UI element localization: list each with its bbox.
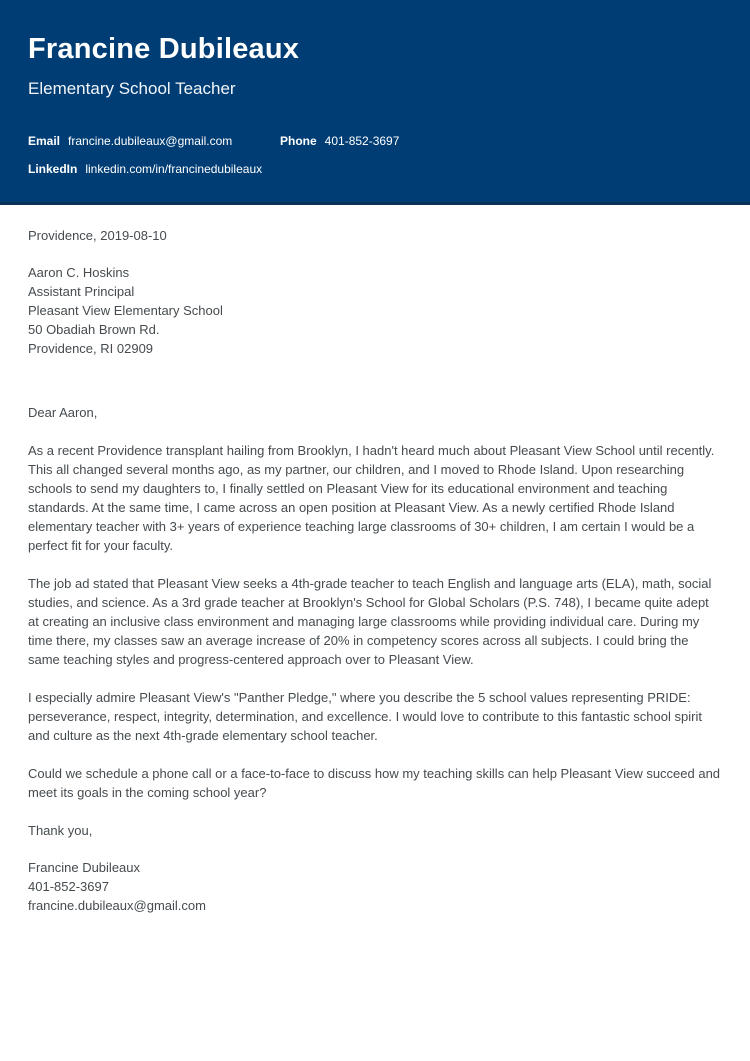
closing: Thank you,: [28, 823, 93, 838]
contact-email: [28, 134, 280, 148]
recipient-city: Providence, RI 02909: [28, 341, 154, 356]
contact-section: [28, 134, 722, 176]
paragraph-call-to-action: Could we schedule a phone call or a face-to-face to discuss how my teaching skills can help Pleasant View succeed and meet its goals in the coming school year?: [28, 766, 721, 800]
recipient-organization: Pleasant View Elementary School: [28, 303, 223, 318]
letter-body: [0, 205, 750, 915]
applicant-job-title: Elementary School Teacher: [28, 78, 236, 98]
paragraph-experience: The job ad stated that Pleasant View seeks a 4th-grade teacher to teach English and language arts (ELA), math, social studies, and science. As a 3rd grade teacher at Brooklyn's School for Global Scholars (P.S. 748), I became quite adept at creating an inclusive class environment and managing large classrooms while providing individual care. During my time there, my classes saw an average increase of 20% in competency scores across all subjects. I could bring the same teaching styles and progress-centered approach over to Pleasant View.: [28, 576, 712, 667]
paragraph-intro: As a recent Providence transplant hailing from Brooklyn, I hadn't heard much about Pleasant View School until recently. This all changed several months ago, as my partner, our children, and I moved to Rhode Island. Upon researching schools to send my daughters to, I finally settled on Pleasant View for its educational environment and teaching standards. At the same time, I came across an open position at Pleasant View. As a newly certified Rhode Island elementary teacher with 3+ years of experience teaching large classrooms of 30+ children, I am certain I would be a perfect fit for your faculty.: [28, 443, 715, 553]
linkedin-value: linkedin.com/in/francinedubileaux: [85, 161, 263, 176]
contact-linkedin: [28, 162, 262, 176]
phone-label: Phone: [280, 133, 317, 148]
signature-block: [28, 858, 722, 915]
contact-phone: [280, 134, 399, 148]
date-line: Providence, 2019-08-10: [28, 228, 167, 243]
recipient-block: [28, 263, 722, 358]
recipient-title: Assistant Principal: [28, 284, 135, 299]
applicant-name: Francine Dubileaux: [28, 33, 300, 65]
recipient-name: Aaron C. Hoskins: [28, 265, 130, 280]
linkedin-label: LinkedIn: [28, 161, 78, 176]
contact-row-2: [28, 162, 722, 176]
salutation: Dear Aaron,: [28, 405, 98, 420]
recipient-street: 50 Obadiah Brown Rd.: [28, 322, 160, 337]
signature-email: francine.dubileaux@gmail.com: [28, 898, 206, 913]
phone-value: 401-852-3697: [324, 133, 400, 148]
email-label: Email: [28, 133, 61, 148]
contact-row-1: [28, 134, 722, 148]
email-value: francine.dubileaux@gmail.com: [68, 133, 233, 148]
paragraph-values: I especially admire Pleasant View's "Panther Pledge," where you describe the 5 school values representing PRIDE: perseverance, respect, integrity, determination, and excellence. I would love to contribute to this fantastic school spirit and culture as the next 4th-grade elementary school teacher.: [28, 690, 702, 743]
letter-header: [0, 0, 750, 205]
signature-phone: 401-852-3697: [28, 879, 109, 894]
signature-name: Francine Dubileaux: [28, 860, 141, 875]
